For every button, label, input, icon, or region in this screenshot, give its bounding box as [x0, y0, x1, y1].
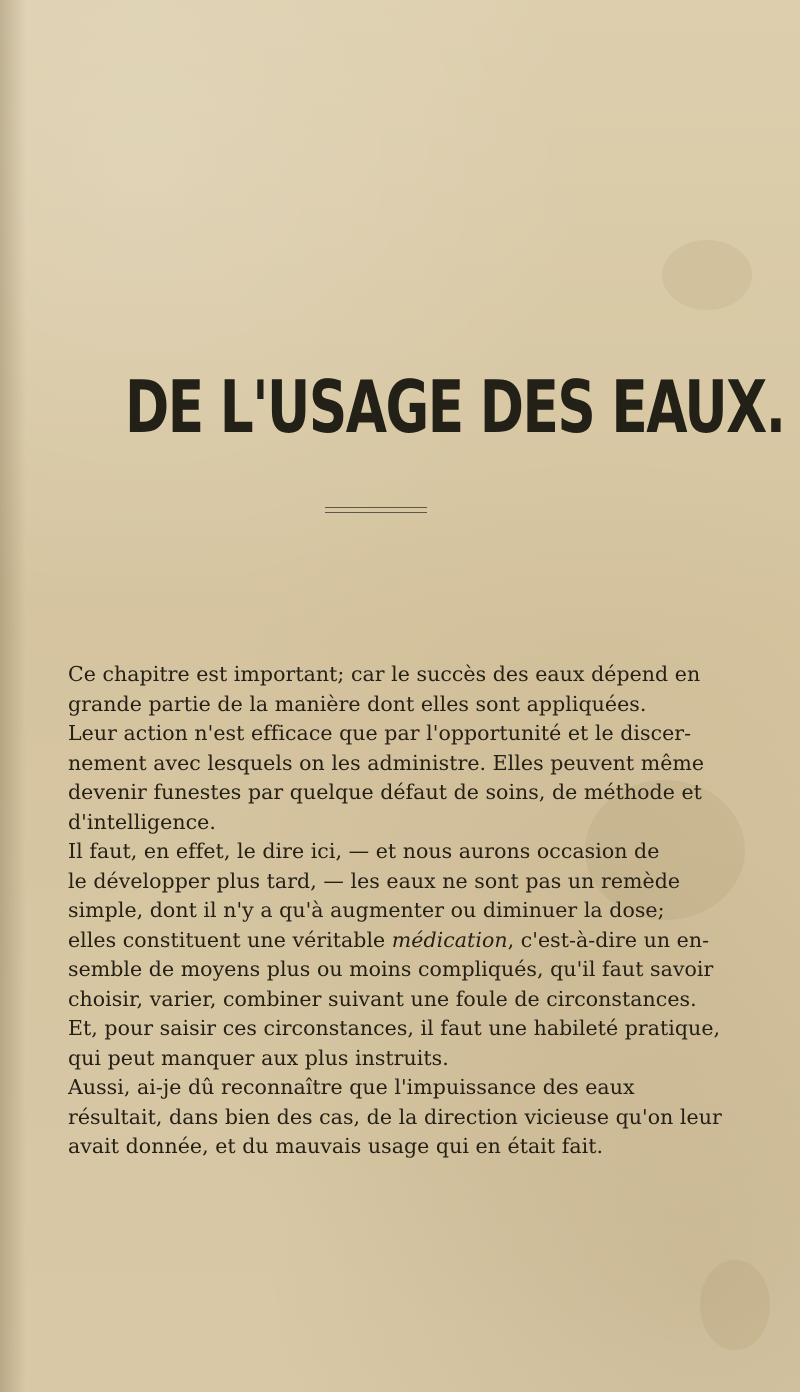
- text-fragment: elles constituent une véritable: [68, 927, 392, 952]
- text-line-with-emphasis: [40, 926, 710, 956]
- chapter-title: DE L'USAGE DES EAUX.: [125, 365, 785, 449]
- text-line: grande partie de la manière dont elles sont appliquées.: [68, 691, 647, 716]
- text-line: le développer plus tard, — les eaux ne sont pas un remède: [68, 868, 681, 893]
- text-fragment: , c'est-à-dire un en-: [507, 927, 710, 952]
- paper-stain: [662, 240, 752, 310]
- text-line: semble de moyens plus ou moins compliqués, qu'il faut savoir: [68, 957, 714, 981]
- paper-stain: [700, 1260, 770, 1350]
- text-line: avait donnée, et du mauvais usage qui en était fait.: [68, 1134, 604, 1158]
- text-line: Aussi, ai-je dû reconnaître que l'impuissance des eaux: [68, 1075, 635, 1099]
- paragraph-2: [40, 719, 705, 837]
- paragraph-4: [40, 1073, 722, 1162]
- text-line: résultait, dans bien des cas, de la direction vicieuse qu'on leur: [68, 1104, 722, 1129]
- text-line: qui peut manquer aux plus instruits.: [68, 1045, 449, 1070]
- page-edge-shadow: [0, 0, 26, 1392]
- text-line: d'intelligence.: [68, 809, 216, 834]
- emphasized-word: médication: [391, 927, 508, 952]
- paragraph-1: [40, 660, 701, 719]
- paragraph-3: [40, 837, 721, 1073]
- decorative-double-rule: [325, 507, 427, 514]
- text-line: Il faut, en effet, le dire ici, — et nous aurons occasion de: [68, 839, 660, 863]
- text-line: simple, dont il n'y a qu'à augmenter ou diminuer la dose;: [68, 898, 665, 922]
- text-line: nement avec lesquels on les administre. Elles peuvent même: [68, 750, 705, 775]
- text-line: Et, pour saisir ces circonstances, il faut une habileté pratique,: [68, 1016, 721, 1040]
- text-line: choisir, varier, combiner suivant une foule de circonstances.: [68, 986, 697, 1011]
- text-line: devenir funestes par quelque défaut de soins, de méthode et: [68, 780, 702, 804]
- text-line: Leur action n'est efficace que par l'opportunité et le discer-: [68, 721, 692, 745]
- chapter-text: [40, 660, 722, 1162]
- text-line: Ce chapitre est important; car le succès des eaux dépend en: [68, 662, 701, 686]
